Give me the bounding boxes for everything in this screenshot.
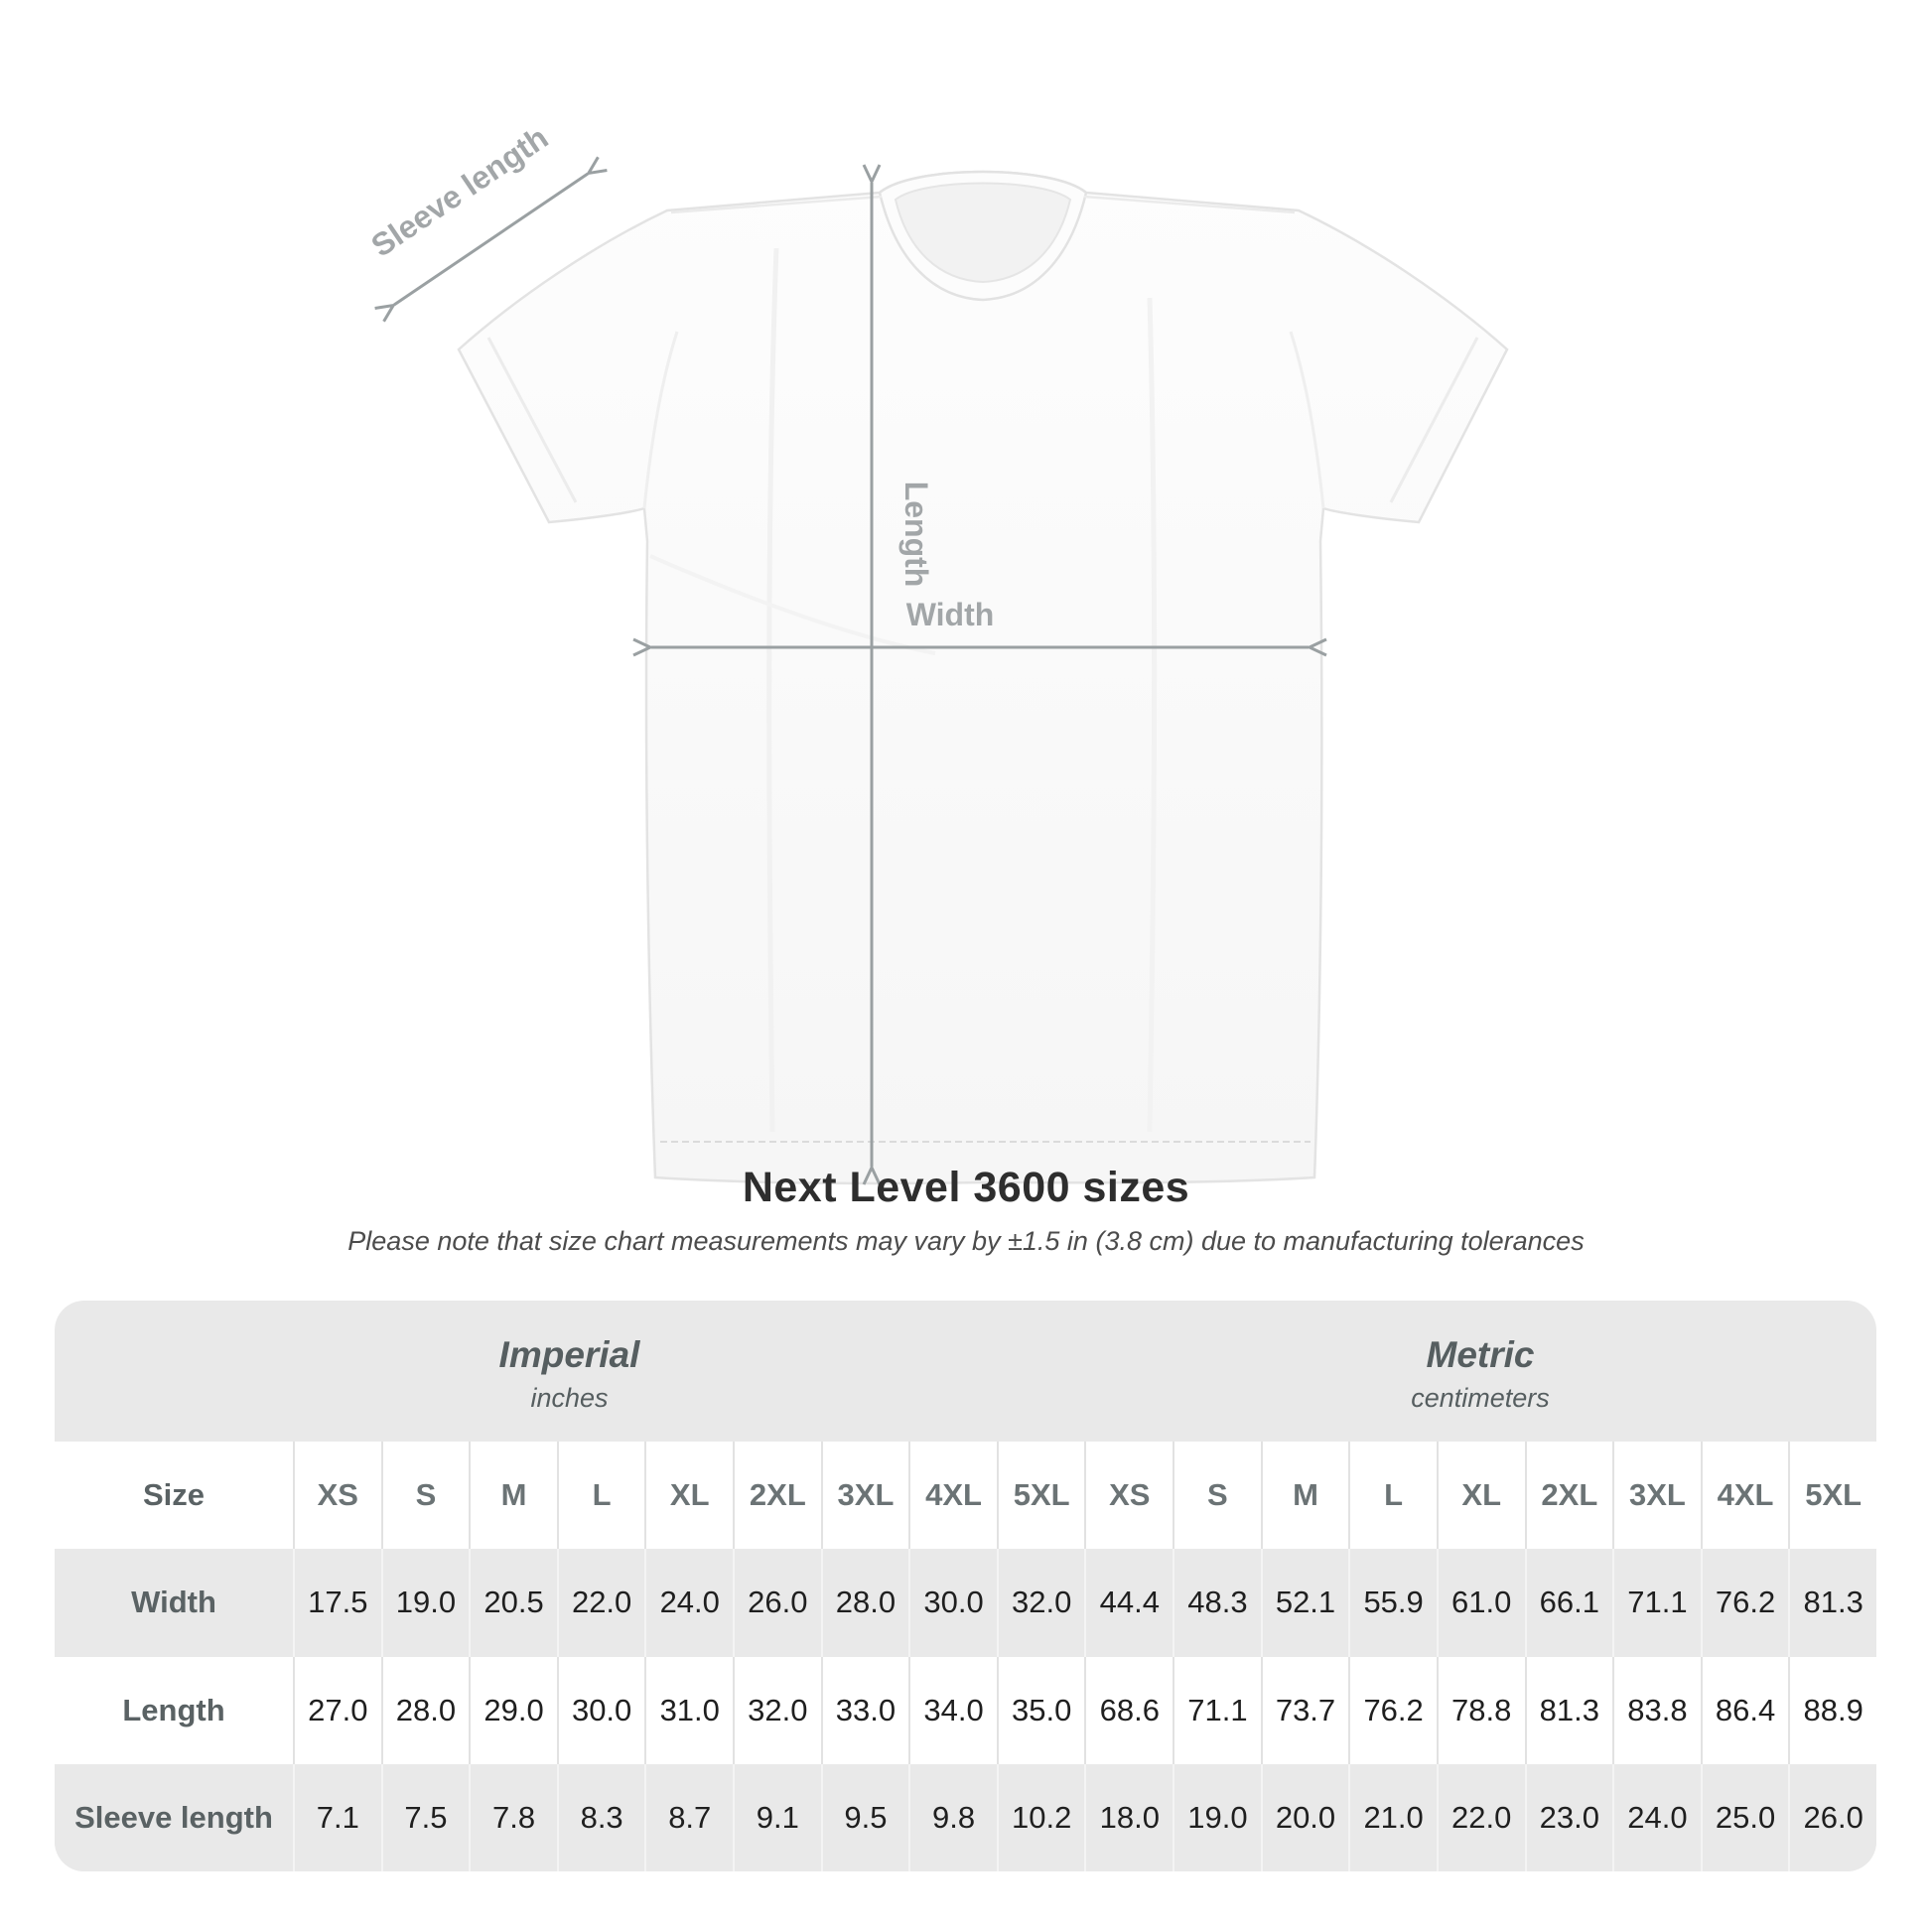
- size-header: XS: [293, 1442, 381, 1549]
- measurement-value: 31.0: [644, 1657, 733, 1764]
- size-header: S: [1173, 1442, 1261, 1549]
- measurement-value: 28.0: [381, 1657, 470, 1764]
- measurement-value: 29.0: [469, 1657, 557, 1764]
- measurement-value: 81.3: [1788, 1549, 1876, 1656]
- size-header: 4XL: [908, 1442, 997, 1549]
- width-label: Width: [905, 597, 995, 632]
- size-header: XL: [644, 1442, 733, 1549]
- measurement-value: 19.0: [1173, 1764, 1261, 1871]
- measurement-value: 52.1: [1261, 1549, 1349, 1656]
- size-header: M: [469, 1442, 557, 1549]
- size-table: [55, 1301, 1876, 1871]
- size-header: 5XL: [997, 1442, 1085, 1549]
- row-label: Width: [131, 1585, 216, 1620]
- measurement-value: 18.0: [1084, 1764, 1173, 1871]
- measurement-value: 7.5: [381, 1764, 470, 1871]
- measurement-value: 73.7: [1261, 1657, 1349, 1764]
- measurement-value: 83.8: [1612, 1657, 1701, 1764]
- size-header: M: [1261, 1442, 1349, 1549]
- length-label: Length: [898, 481, 934, 588]
- measurement-value: 44.4: [1084, 1549, 1173, 1656]
- measurement-value: 30.0: [908, 1549, 997, 1656]
- measurement-value: 81.3: [1525, 1657, 1613, 1764]
- measurement-value: 7.1: [293, 1764, 381, 1871]
- measurement-value: 17.5: [293, 1549, 381, 1656]
- size-header: 2XL: [1525, 1442, 1613, 1549]
- sleeve-length-label: Sleeve length: [364, 119, 555, 264]
- measurement-value: 8.7: [644, 1764, 733, 1871]
- measurement-value: 27.0: [293, 1657, 381, 1764]
- measurement-value: 22.0: [557, 1549, 645, 1656]
- unit-band: [55, 1301, 1876, 1442]
- measurement-value: 32.0: [997, 1549, 1085, 1656]
- measurement-value: 10.2: [997, 1764, 1085, 1871]
- measurement-value: 9.8: [908, 1764, 997, 1871]
- measurement-value: 19.0: [381, 1549, 470, 1656]
- measurement-value: 21.0: [1348, 1764, 1437, 1871]
- measurement-value: 7.8: [469, 1764, 557, 1871]
- measurement-value: 23.0: [1525, 1764, 1613, 1871]
- measurement-value: 24.0: [644, 1549, 733, 1656]
- measurement-value: 22.0: [1437, 1764, 1525, 1871]
- metric-label: Metric: [1426, 1334, 1535, 1375]
- row-label: Length: [122, 1692, 225, 1727]
- measurement-value: 71.1: [1173, 1657, 1261, 1764]
- measurement-value: 9.1: [733, 1764, 821, 1871]
- size-header: 5XL: [1788, 1442, 1876, 1549]
- table-row: [55, 1657, 1876, 1764]
- measurement-value: 35.0: [997, 1657, 1085, 1764]
- heading: [0, 1164, 1932, 1257]
- tshirt-body: [459, 172, 1507, 1183]
- size-header: L: [557, 1442, 645, 1549]
- size-header: 3XL: [821, 1442, 909, 1549]
- imperial-group-header: [55, 1301, 1084, 1442]
- table-row: [55, 1764, 1876, 1871]
- measurement-value: 66.1: [1525, 1549, 1613, 1656]
- metric-unit-label: centimeters: [1411, 1383, 1550, 1413]
- measurement-value: 71.1: [1612, 1549, 1701, 1656]
- size-column-header: Size: [142, 1477, 206, 1513]
- page-title: Next Level 3600 sizes: [742, 1164, 1190, 1211]
- size-header: 3XL: [1612, 1442, 1701, 1549]
- measurement-value: 8.3: [557, 1764, 645, 1871]
- metric-group-header: [1084, 1301, 1876, 1442]
- imperial-unit-label: inches: [530, 1383, 609, 1413]
- size-header: 4XL: [1701, 1442, 1789, 1549]
- imperial-label: Imperial: [498, 1334, 640, 1375]
- measurement-value: 25.0: [1701, 1764, 1789, 1871]
- table-row: [55, 1442, 1876, 1549]
- measurement-value: 24.0: [1612, 1764, 1701, 1871]
- measurement-value: 78.8: [1437, 1657, 1525, 1764]
- measurement-value: 88.9: [1788, 1657, 1876, 1764]
- measurement-value: 86.4: [1701, 1657, 1789, 1764]
- size-header: L: [1348, 1442, 1437, 1549]
- measurement-value: 61.0: [1437, 1549, 1525, 1656]
- row-label: Sleeve length: [74, 1799, 273, 1835]
- page-subtitle: Please note that size chart measurements may vary by ±1.5 in (3.8 cm) due to manufacturing tolerances: [347, 1226, 1585, 1256]
- size-header: XS: [1084, 1442, 1173, 1549]
- measurement-value: 9.5: [821, 1764, 909, 1871]
- measurement-value: 68.6: [1084, 1657, 1173, 1764]
- size-table-rows: [55, 1442, 1876, 1871]
- measurement-value: 32.0: [733, 1657, 821, 1764]
- measurement-value: 26.0: [733, 1549, 821, 1656]
- size-header: XL: [1437, 1442, 1525, 1549]
- table-row: [55, 1549, 1876, 1656]
- size-header: S: [381, 1442, 470, 1549]
- measurement-value: 20.0: [1261, 1764, 1349, 1871]
- measurement-value: 30.0: [557, 1657, 645, 1764]
- measurement-value: 48.3: [1173, 1549, 1261, 1656]
- measurement-value: 28.0: [821, 1549, 909, 1656]
- measurement-value: 76.2: [1348, 1657, 1437, 1764]
- size-header: 2XL: [733, 1442, 821, 1549]
- measurement-value: 55.9: [1348, 1549, 1437, 1656]
- measurement-value: 33.0: [821, 1657, 909, 1764]
- measurement-value: 34.0: [908, 1657, 997, 1764]
- measurement-value: 26.0: [1788, 1764, 1876, 1871]
- measurement-value: 76.2: [1701, 1549, 1789, 1656]
- measurement-value: 20.5: [469, 1549, 557, 1656]
